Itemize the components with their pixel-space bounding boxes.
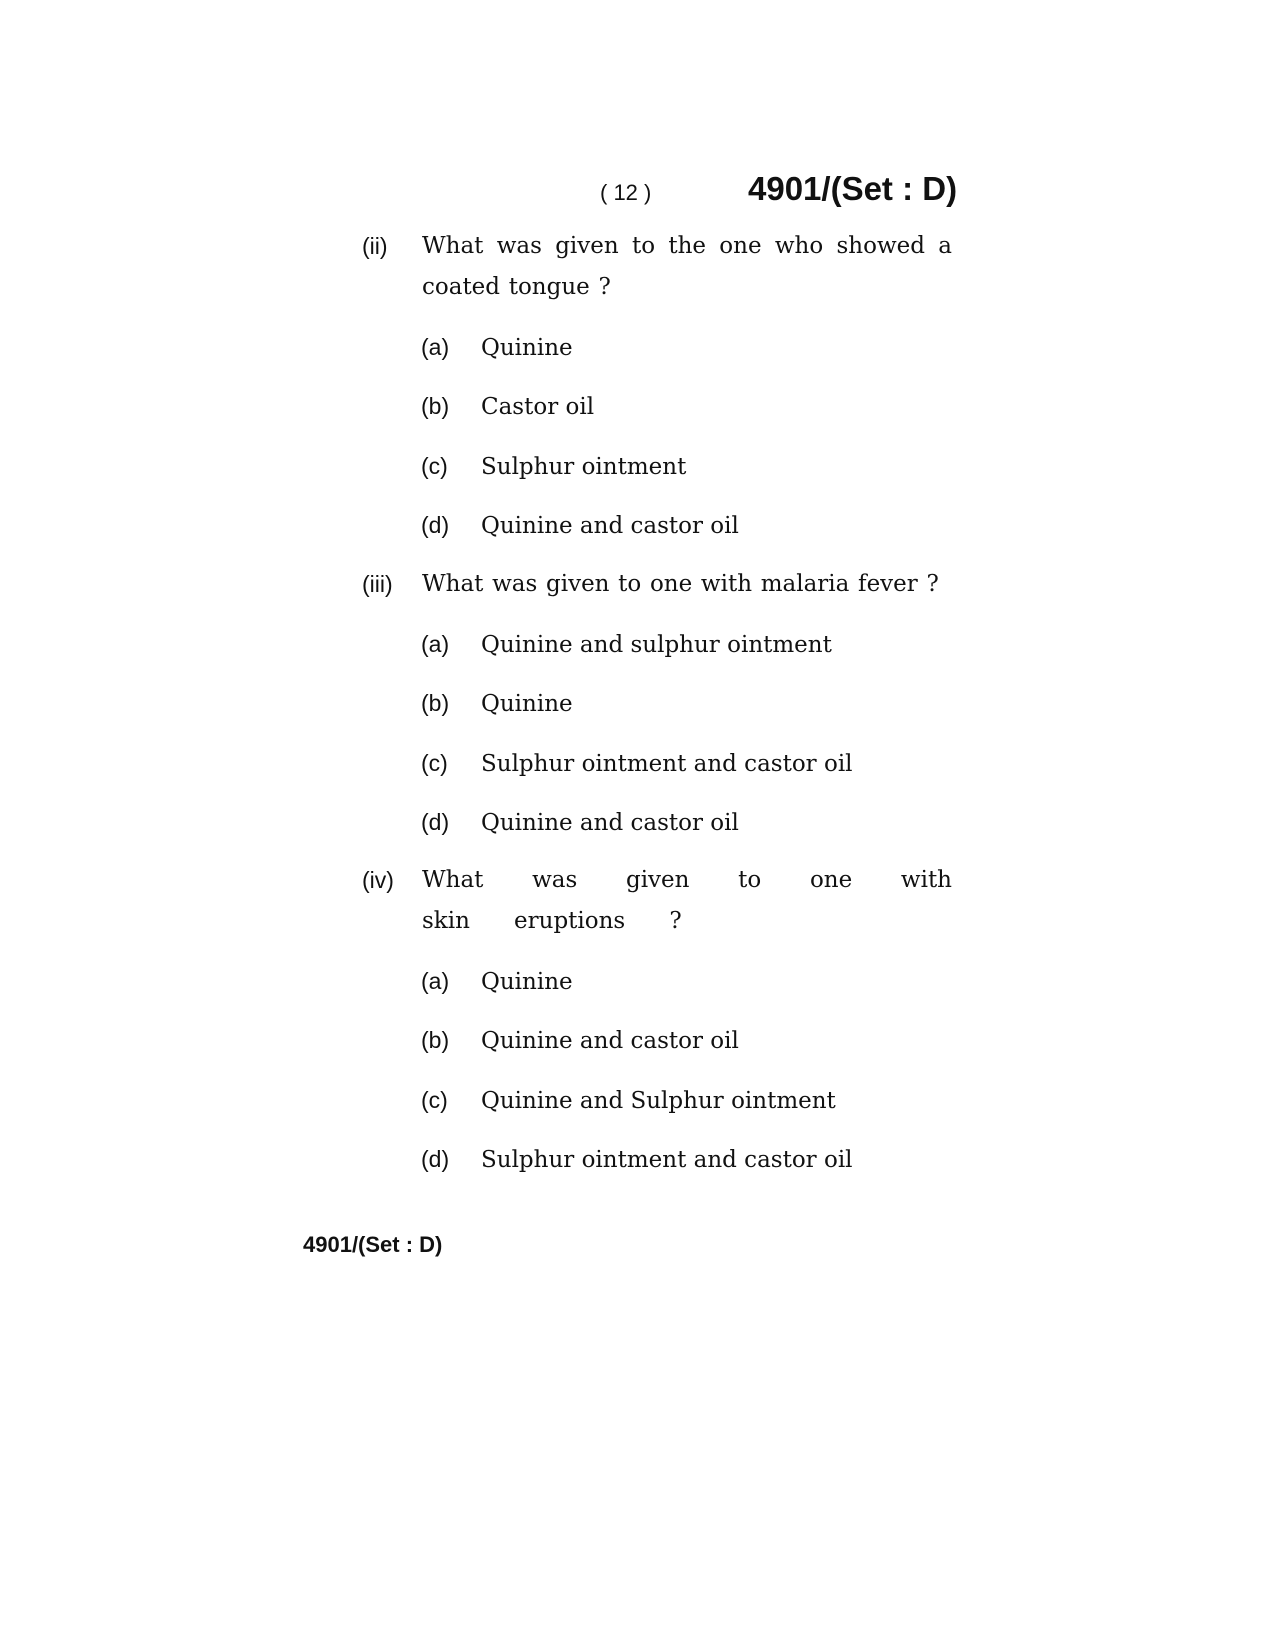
set-code-header: 4901/(Set : D) [748, 170, 958, 207]
option-iii-a [421, 629, 832, 660]
option-text: Quinine [481, 335, 573, 361]
question-text: What was given to one with malaria fever ? [422, 571, 939, 597]
option-text: Quinine [481, 691, 573, 717]
option-label: (a) [421, 334, 450, 360]
option-iii-c [421, 748, 853, 779]
question-number: (ii) [362, 233, 388, 259]
option-text: Quinine [481, 969, 573, 995]
question-number: (iii) [362, 571, 393, 597]
option-label: (c) [421, 750, 448, 776]
option-text: Sulphur ointment [481, 454, 687, 480]
option-label: (c) [421, 453, 448, 479]
option-label: (c) [421, 1087, 448, 1113]
option-iv-c [421, 1085, 836, 1116]
option-label: (d) [421, 512, 450, 538]
option-text: Quinine and castor oil [481, 810, 739, 836]
question-text: What was given to one with skin eruptions ? [422, 867, 952, 934]
option-text: Sulphur ointment and castor oil [481, 751, 853, 777]
question-number: (iv) [362, 867, 394, 893]
option-ii-d [421, 510, 739, 541]
question-iv [362, 860, 952, 942]
option-iv-b [421, 1025, 739, 1056]
option-label: (b) [421, 690, 450, 716]
option-label: (b) [421, 393, 450, 419]
option-text: Sulphur ointment and castor oil [481, 1147, 853, 1173]
question-text: What was given to the one who showed a coated tongue ? [422, 233, 952, 300]
option-label: (a) [421, 631, 450, 657]
option-text: Quinine and sulphur ointment [481, 632, 832, 658]
option-text: Quinine and Sulphur ointment [481, 1088, 836, 1114]
question-ii [362, 226, 952, 308]
option-iv-d [421, 1144, 853, 1175]
option-ii-a [421, 332, 573, 363]
option-ii-b [421, 391, 594, 422]
option-label: (a) [421, 968, 450, 994]
option-label: (d) [421, 1146, 450, 1172]
question-iii [362, 564, 952, 605]
option-iii-b [421, 688, 573, 719]
option-label: (b) [421, 1027, 450, 1053]
option-iii-d [421, 807, 739, 838]
option-label: (d) [421, 809, 450, 835]
option-text: Castor oil [481, 394, 595, 420]
set-code-footer: 4901/(Set : D) [303, 1232, 443, 1257]
option-text: Quinine and castor oil [481, 513, 739, 539]
option-ii-c [421, 451, 686, 482]
option-iv-a [421, 966, 573, 997]
page-number: ( 12 ) [600, 180, 652, 205]
option-text: Quinine and castor oil [481, 1028, 739, 1054]
